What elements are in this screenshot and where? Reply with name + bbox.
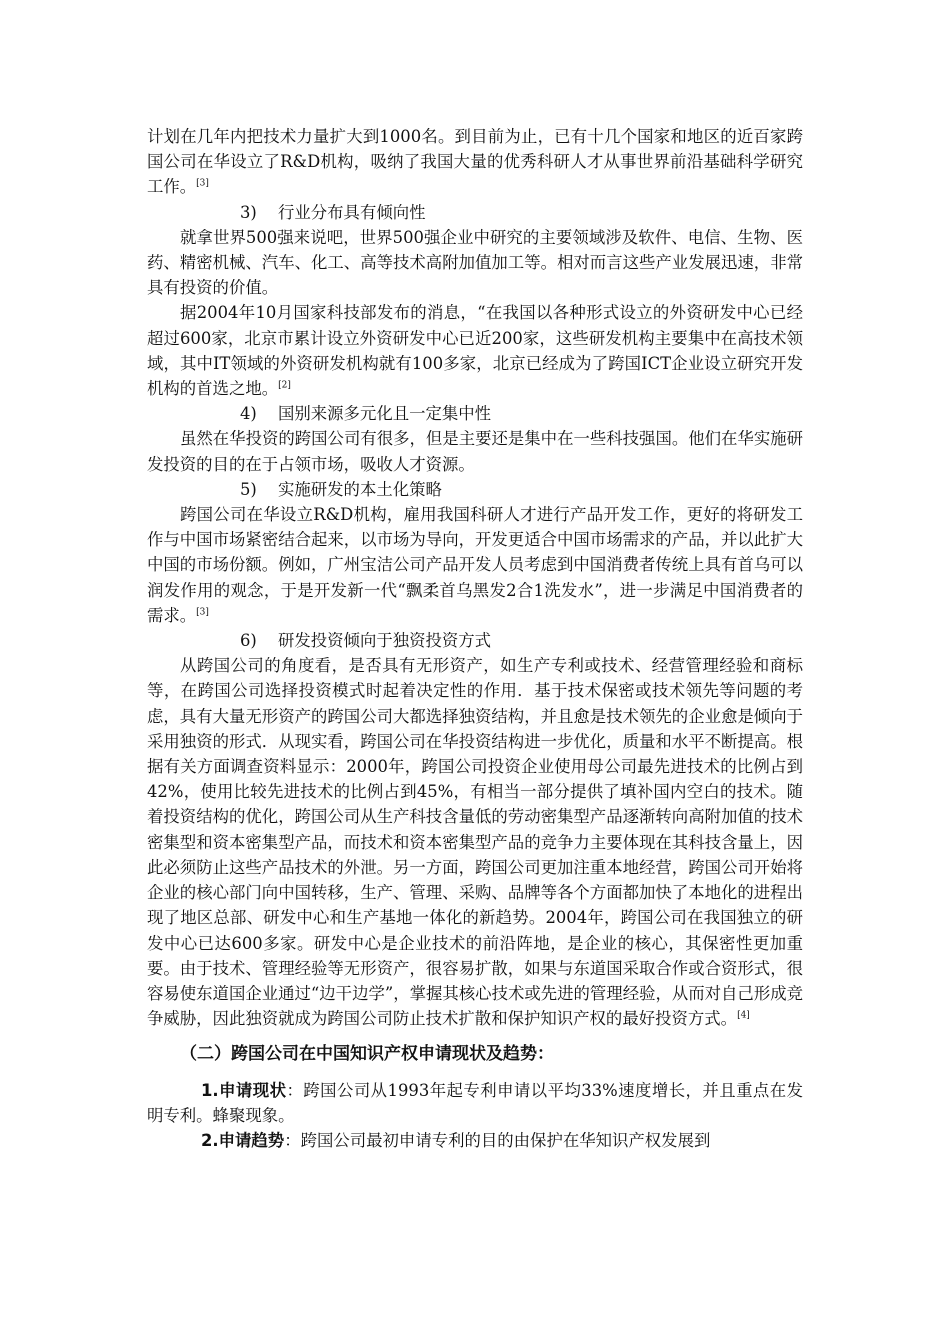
paragraph-text: ：跨国公司最初申请专利的目的由保护在华知识产权发展到 (284, 1130, 711, 1150)
paragraph-text: 计划在几年内把技术力量扩大到1000名。到目前为止，已有十几个国家和地区的近百家跨国公司在华设立了R&D机构，吸纳了我国大量的优秀科研人才从事世界前沿基础科学研究工作。 (147, 127, 803, 197)
paragraph-text: 据2004年10月国家科技部发布的消息，“在我国以各种形式设立的外资研发中心已经超过600家，北京市累计设立外资研发中心已近200家，这些研发机构主要集中在高技术领域，其中IT领域的外资研发机构就有100多家，北京已经成为了跨国ICT企业设立研究开发机构的首选之地。 (147, 303, 803, 399)
list-number: 5) (240, 479, 257, 499)
list-number: 6) (240, 631, 257, 651)
citation: [3] (196, 178, 209, 189)
list-item (147, 477, 803, 502)
list-number: 4) (240, 404, 257, 424)
citation: [3] (196, 607, 209, 618)
paragraph (147, 1128, 803, 1153)
paragraph (147, 300, 803, 401)
list-item (147, 200, 803, 225)
paragraph: 就拿世界500强来说吧，世界500强企业中研究的主要领域涉及软件、电信、生物、医药、精密机械、汽车、化工、高等技术高附加值加工等。相对而言这些产业发展迅速，非常具有投资的价值。 (147, 227, 803, 298)
paragraph-text: 从跨国公司的角度看，是否具有无形资产，如生产专利或技术、经营管理经验和商标等，在跨国公司选择投资模式时起着决定性的作用．基于技术保密或技术领先等问题的考虑，具有大量无形资产的跨国公司大都选择独资结构，并且愈是技术领先的企业愈是倾向于采用独资的形式．从现实看，跨国公司在华投资结构进一步优化，质量和水平不断提高。根据有关方面调查资料显示：2000年，跨国公司投资企业使用母公司最先进技术的比例占到42%，使用比较先进技术的比例占到45%，有相当一部分提供了填补国内空白的技术。随着投资结构的优化，跨国公司从生产科技含量低的劳动密集型产品逐渐转向高附加值的技术密集型和资本密集型产品，而技术和资本密集型产品的竞争力主要体现在其科技含量上，因此必须防止这些产品技术的外泄。另一方面，跨国公司更加注重本地经营，跨国公司开始将企业的核心部门向中国转移，生产、管理、采购、品牌等各个方面都加快了本地化的进程出现了地区总部、研发中心和生产基地一体化的新趋势。2004年，跨国公司在我国独立的研发中心已达600多家。研发中心是企业技术的前沿阵地，是企业的核心，其保密性更加重要。由于技术、管理经验等无形资产，很容易扩散，如果与东道国采取合作或合资形式，很容易使东道国企业通过“边干边学”，掌握其核心技术或先进的管理经验，从而对自己形成竞争威胁，因此独资就成为跨国公司防止技术扩散和保护知识产权的最好投资方式。 (147, 656, 803, 1029)
paragraph (147, 124, 803, 200)
list-item (147, 628, 803, 653)
list-item-title: 研发投资倾向于独资投资方式 (278, 631, 492, 651)
citation: [4] (737, 1010, 750, 1021)
citation: [2] (278, 380, 291, 391)
list-item-title: 国别来源多元化且一定集中性 (278, 404, 492, 424)
paragraph (147, 653, 803, 1031)
subheading-label: 2.申请趋势 (201, 1130, 285, 1150)
paragraph: 虽然在华投资的跨国公司有很多，但是主要还是集中在一些科技强国。他们在华实施研发投资的目的在于占领市场，吸收人才资源。 (147, 429, 803, 474)
section-heading: （二）跨国公司在中国知识产权申请现状及趋势： (180, 1044, 554, 1065)
paragraph (147, 502, 803, 628)
document-body (147, 124, 803, 1153)
paragraph-text: 跨国公司在华设立R&D机构，雇用我国科研人才进行产品开发工作，更好的将研发工作与中国市场紧密结合起来，以市场为导向，开发更适合中国市场需求的产品，并以此扩大中国的市场份额。例如，广州宝洁公司产品开发人员考虑到中国消费者传统上具有首乌可以润发作用的观念，于是开发新一代“飘柔首乌黑发2合1洗发水”，进一步满足中国消费者的需求。 (147, 505, 803, 625)
paragraph-text: ：跨国公司从1993年起专利申请以平均33%速度增长，并且重点在发明专利。蜂聚现象。 (147, 1080, 803, 1125)
subheading-label: 1.申请现状 (201, 1080, 287, 1100)
list-item-title: 行业分布具有倾向性 (278, 202, 426, 222)
paragraph (147, 1078, 803, 1128)
list-item-title: 实施研发的本土化策略 (278, 479, 442, 499)
list-item (147, 401, 803, 426)
list-number: 3) (240, 202, 257, 222)
